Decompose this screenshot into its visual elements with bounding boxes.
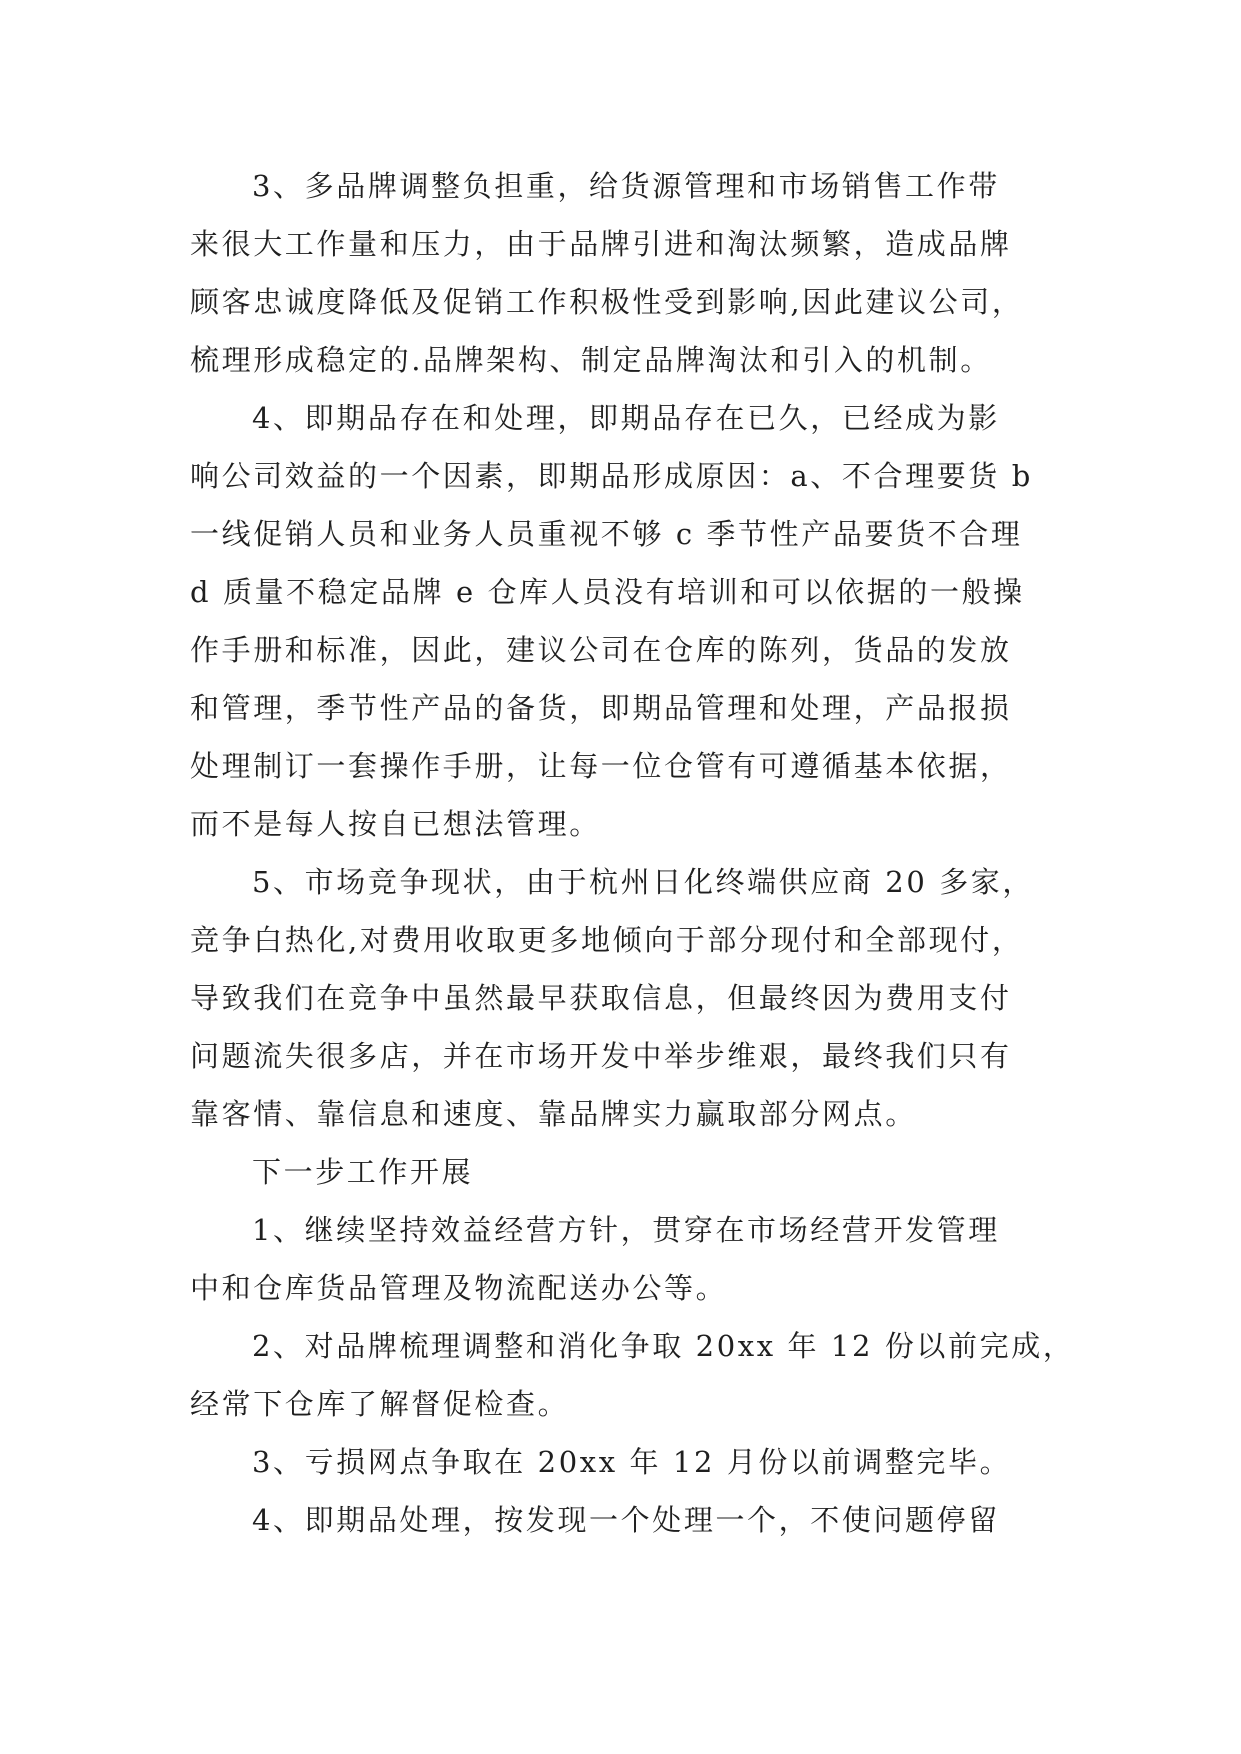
text-line: 竞争白热化,对费用收取更多地倾向于部分现付和全部现付， bbox=[190, 923, 1024, 957]
paragraph-next-step-2 bbox=[190, 1317, 1075, 1433]
text-line: 经常下仓库了解督促检查。 bbox=[190, 1387, 570, 1421]
text-line: 处理制订一套操作手册，让每一位仓管有可遵循基本依据， bbox=[190, 749, 1012, 783]
text-line: 和管理，季节性产品的备货，即期品管理和处理，产品报损 bbox=[190, 691, 1012, 725]
text-line: 3、亏损网点争取在 20xx 年 12 月份以前调整完毕。 bbox=[252, 1445, 1012, 1479]
text-line: 响公司效益的一个因素，即期品形成原因：a、不合理要货 b bbox=[190, 459, 1033, 493]
paragraph-next-step-3 bbox=[190, 1433, 1070, 1491]
text-line: 作手册和标准，因此，建议公司在仓库的陈列，货品的发放 bbox=[190, 633, 1012, 667]
text-line: d 质量不稳定品牌 e 仓库人员没有培训和可以依据的一般操 bbox=[190, 575, 1025, 609]
paragraph-next-step-4 bbox=[190, 1491, 1070, 1549]
section-heading: 下一步工作开展 bbox=[252, 1155, 474, 1189]
text-line: 2、对品牌梳理调整和消化争取 20xx 年 12 份以前完成， bbox=[252, 1329, 1075, 1363]
text-line: 顾客忠诚度降低及促销工作积极性受到影响,因此建议公司， bbox=[190, 285, 1024, 319]
text-line: 4、即期品处理，按发现一个处理一个，不使问题停留 bbox=[252, 1503, 1000, 1537]
text-line: 来很大工作量和压力，由于品牌引进和淘汰频繁，造成品牌 bbox=[190, 227, 1012, 261]
paragraph-near-expiry-products bbox=[190, 389, 1070, 853]
text-line: 中和仓库货品管理及物流配送办公等。 bbox=[190, 1271, 728, 1305]
document-body bbox=[190, 157, 1075, 1549]
text-line: 5、市场竞争现状，由于杭州日化终端供应商 20 多家， bbox=[252, 865, 1034, 899]
section-heading-next-steps bbox=[190, 1143, 1070, 1201]
text-line: 1、继续坚持效益经营方针，贯穿在市场经营开发管理 bbox=[252, 1213, 1000, 1247]
text-line: 而不是每人按自已想法管理。 bbox=[190, 807, 601, 841]
paragraph-market-competition bbox=[190, 853, 1070, 1143]
paragraph-next-step-1 bbox=[190, 1201, 1070, 1317]
text-line: 3、多品牌调整负担重，给货源管理和市场销售工作带 bbox=[252, 169, 1000, 203]
text-line: 4、即期品存在和处理，即期品存在已久，已经成为影 bbox=[252, 401, 1000, 435]
paragraph-brand-adjustment bbox=[190, 157, 1070, 389]
text-line: 靠客情、靠信息和速度、靠品牌实力赢取部分网点。 bbox=[190, 1097, 917, 1131]
text-line: 导致我们在竞争中虽然最早获取信息，但最终因为费用支付 bbox=[190, 981, 1012, 1015]
text-line: 梳理形成稳定的.品牌架构、制定品牌淘汰和引入的机制。 bbox=[190, 343, 992, 377]
text-line: 问题流失很多店，并在市场开发中举步维艰，最终我们只有 bbox=[190, 1039, 1012, 1073]
text-line: 一线促销人员和业务人员重视不够 c 季节性产品要货不合理 bbox=[190, 517, 1023, 551]
